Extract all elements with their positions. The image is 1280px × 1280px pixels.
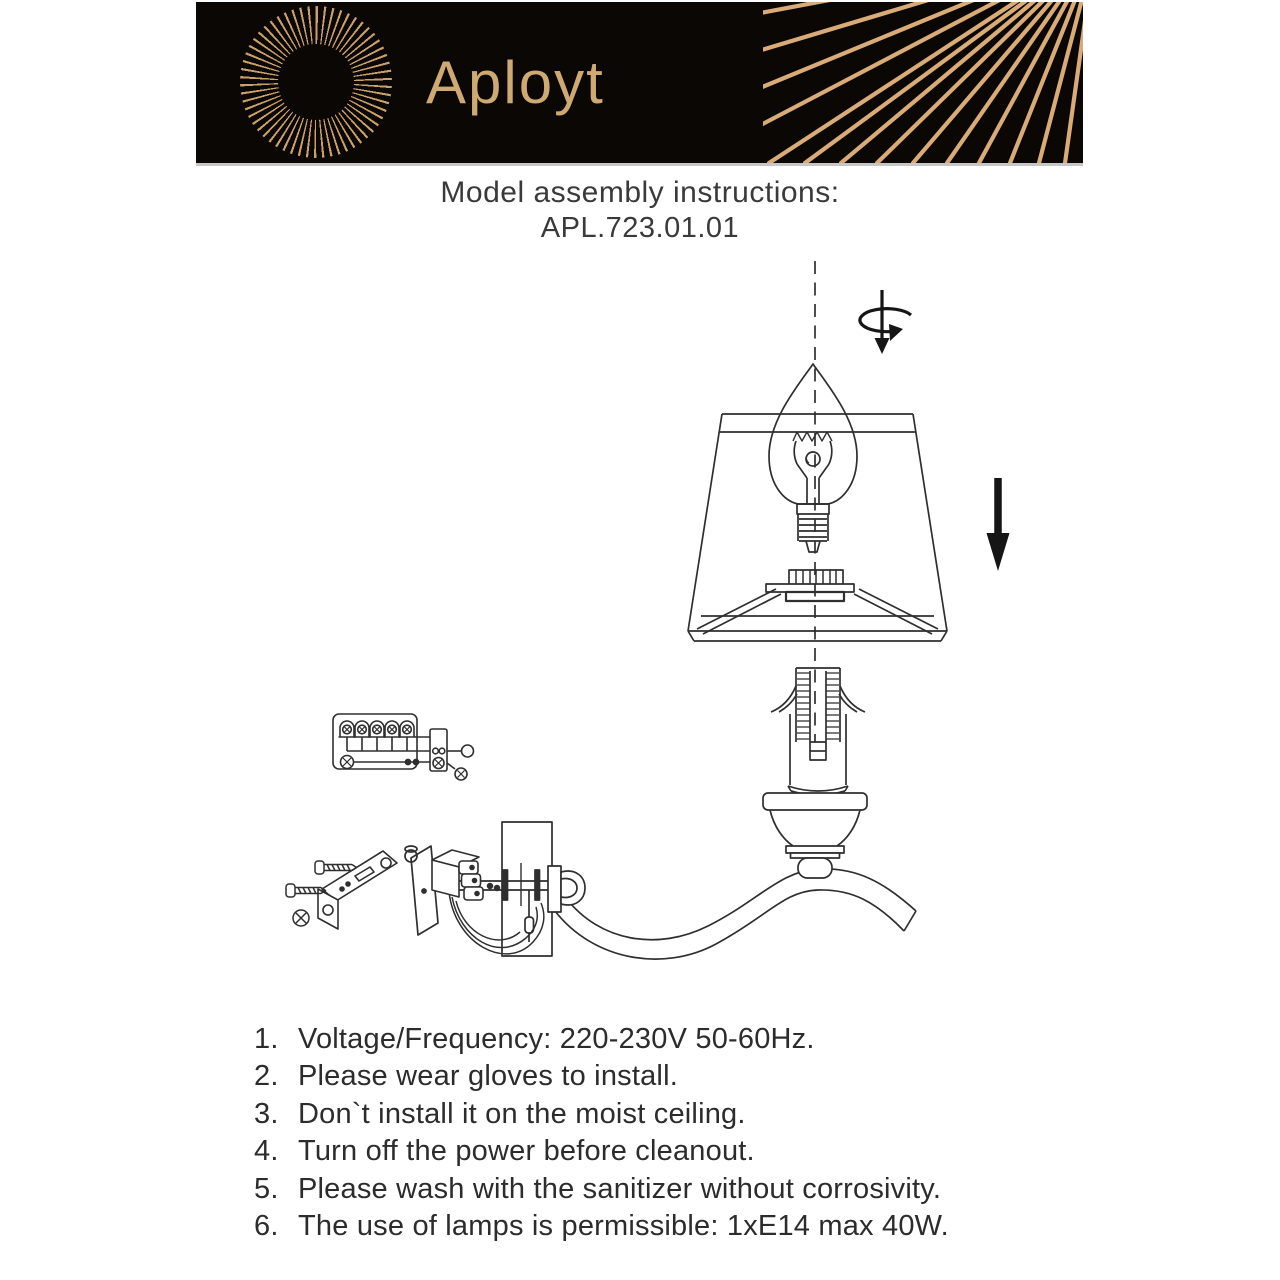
instruction-list xyxy=(254,1021,1084,1245)
item-number: 3. xyxy=(254,1097,279,1130)
item-text: Voltage/Frequency: 220-230V 50-60Hz. xyxy=(298,1023,815,1055)
item-number: 6. xyxy=(254,1210,279,1243)
item-text: Turn off the power before cleanout. xyxy=(298,1135,755,1168)
item-number: 2. xyxy=(254,1060,279,1093)
list-item xyxy=(254,1171,1084,1208)
list-item xyxy=(254,1208,1084,1245)
item-text: Don`t install it on the moist ceiling. xyxy=(298,1097,746,1130)
list-item xyxy=(254,1096,1084,1133)
downward-arrow-icon xyxy=(987,478,1010,571)
wiring-diagram xyxy=(333,714,474,780)
brand-name: Aployt xyxy=(426,49,605,116)
lampshade xyxy=(688,414,947,641)
item-text: Please wear gloves to install. xyxy=(298,1060,678,1093)
item-number: 5. xyxy=(254,1172,279,1205)
model-number: APL.723.01.01 xyxy=(540,212,740,244)
rotation-direction-icon xyxy=(860,290,911,354)
socket-cover xyxy=(763,793,867,878)
item-number: 1. xyxy=(254,1023,279,1055)
list-item xyxy=(254,1058,1084,1095)
curved-wall-arm xyxy=(555,869,916,959)
list-item xyxy=(254,1021,1084,1058)
mounting-bracket xyxy=(318,851,397,929)
arm-clamp xyxy=(548,866,585,912)
terminal-screws xyxy=(339,721,416,737)
instructions-title: Model assembly instructions: xyxy=(440,176,840,209)
candle-bulb-icon xyxy=(769,364,857,552)
item-number: 4. xyxy=(254,1135,279,1168)
terminal-block xyxy=(432,850,483,900)
item-text: Please wash with the sanitizer without corrosivity. xyxy=(298,1172,942,1205)
list-item xyxy=(254,1133,1084,1170)
item-text: The use of lamps is permissible: 1xE14 max 40W. xyxy=(298,1210,949,1243)
